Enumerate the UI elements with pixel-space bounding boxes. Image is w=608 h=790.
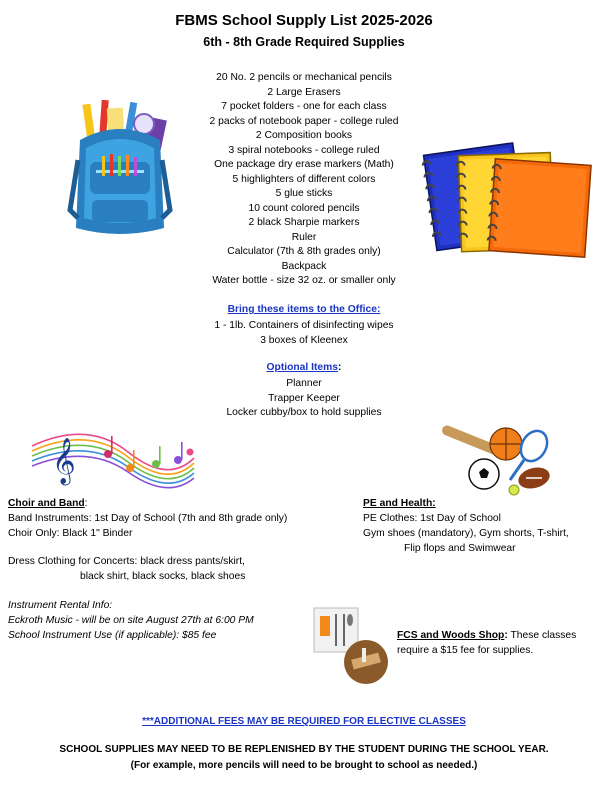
list-item: 7 pocket folders - one for each class — [221, 101, 387, 112]
list-item: 1 - 1lb. Containers of disinfecting wipes — [214, 320, 394, 331]
optional-items-heading-row — [175, 362, 433, 373]
choir-band-heading: Choir and Band — [8, 498, 85, 509]
pe-clothes-text: PE Clothes: 1st Day of School — [363, 513, 501, 524]
dress-clothing-text-continued: black shirt, black socks, black shoes — [80, 571, 246, 582]
notebooks-illustration — [420, 138, 600, 263]
list-item: Water bottle - size 32 oz. or smaller only — [212, 275, 396, 286]
heading-colon: : — [338, 362, 342, 373]
list-item: Locker cubby/box to hold supplies — [226, 407, 382, 418]
treble-clef-icon — [52, 438, 76, 486]
soccer-ball-icon — [469, 459, 499, 489]
instrument-use-fee-text: School Instrument Use (if applicable): $85 fee — [8, 630, 217, 641]
optional-items-list — [175, 377, 433, 421]
instrument-rental-heading: Instrument Rental Info: — [8, 600, 113, 611]
football-icon — [516, 464, 552, 492]
list-item: Trapper Keeper — [268, 392, 340, 404]
list-item: 5 glue sticks — [275, 188, 333, 199]
required-supplies-list — [175, 71, 433, 289]
choir-binder-text: Choir Only: Black 1" Binder — [8, 528, 133, 539]
list-item: 20 No. 2 pencils or mechanical pencils — [216, 72, 392, 83]
list-item: 2 packs of notebook paper - college ruled — [209, 115, 399, 127]
list-item: 2 Large Erasers — [267, 86, 341, 98]
list-item: 10 count colored pencils — [248, 202, 360, 214]
list-item: Planner — [286, 378, 322, 389]
fcs-fee-text: These classes — [507, 630, 577, 641]
list-item: Ruler — [291, 231, 317, 243]
basketball-icon — [490, 428, 522, 460]
list-item: One package dry erase markers (Math) — [214, 159, 394, 170]
instrument-rental-text: Eckroth Music - will be on site August 27th at 6:00 PM — [8, 615, 254, 626]
replenish-notice: SCHOOL SUPPLIES MAY NEED TO BE REPLENISHED BY THE STUDENT DURING THE SCHOOL YEAR. — [59, 744, 549, 755]
sports-equipment-illustration — [438, 422, 556, 500]
list-item: Backpack — [281, 260, 327, 272]
fcs-woods-illustration — [312, 606, 392, 686]
fcs-fee-text-continued: require a $15 fee for supplies. — [397, 645, 534, 656]
dress-clothing-text: Dress Clothing for Concerts: black dress pants/skirt, — [8, 556, 245, 567]
backpack-illustration — [56, 100, 184, 240]
music-notes-illustration — [28, 424, 196, 492]
additional-fees-note: ***ADDITIONAL FEES MAY BE REQUIRED FOR ELECTIVE CLASSES — [142, 716, 466, 727]
band-instruments-text: Band Instruments: 1st Day of School (7th and 8th grade only) — [8, 513, 288, 524]
list-item: 3 boxes of Kleenex — [260, 334, 348, 346]
optional-items-heading: Optional Items — [266, 362, 339, 373]
woodworking-icon — [344, 640, 388, 684]
replenish-example: (For example, more pencils will need to be brought to school as needed.) — [130, 760, 478, 771]
list-item: 2 Composition books — [255, 130, 353, 141]
list-item: 5 highlighters of different colors — [232, 173, 376, 185]
swimwear-text: Flip flops and Swimwear — [404, 543, 516, 554]
fcs-woods-heading: FCS and Woods Shop — [397, 630, 505, 641]
gym-wear-text: Gym shoes (mandatory), Gym shorts, T-shirt, — [363, 528, 569, 539]
office-items-heading: Bring these items to the Office: — [227, 304, 381, 315]
page-title: FBMS School Supply List 2025-2026 — [175, 12, 433, 29]
list-item: 2 black Sharpie markers — [248, 217, 360, 228]
pe-health-heading: PE and Health: — [363, 498, 436, 509]
list-item: Calculator (7th & 8th grades only) — [227, 246, 381, 257]
svg-text:𝄞: 𝄞 — [52, 438, 76, 484]
list-item: 3 spiral notebooks - college ruled — [228, 144, 380, 156]
fcs-woods-heading-row — [397, 629, 576, 644]
utensils-icon — [314, 608, 358, 652]
heading-colon: : — [84, 498, 88, 509]
page-subtitle: 6th - 8th Grade Required Supplies — [203, 35, 405, 49]
office-items-list — [175, 319, 433, 348]
choir-band-heading-row — [8, 497, 88, 512]
heading-colon: : — [504, 630, 508, 641]
